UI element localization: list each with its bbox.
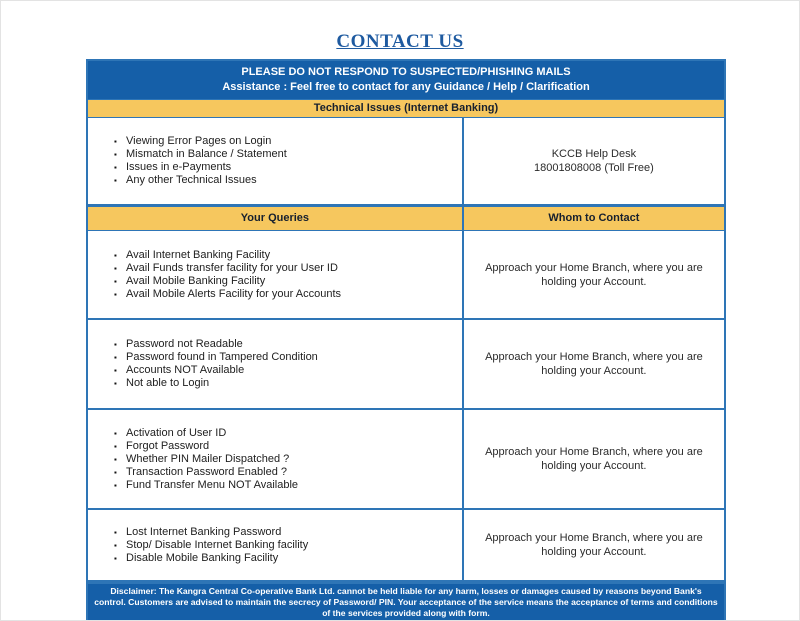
technical-issues-list-cell — [88, 118, 464, 204]
list-item — [114, 174, 287, 187]
contact-advice-text: Approach your Home Branch, where you are holding your Account. — [485, 351, 703, 377]
query-list — [88, 249, 347, 301]
bullet-square-icon: ▪ — [114, 137, 117, 146]
list-item-label: Avail Mobile Banking Facility — [126, 274, 266, 287]
banner-line-1: PLEASE DO NOT RESPOND TO SUSPECTED/PHISHING MAILS — [241, 66, 571, 78]
query-list-cell — [88, 510, 464, 580]
list-item — [114, 453, 298, 466]
list-item-label: Forgot Password — [126, 439, 210, 452]
technical-issues-list — [88, 135, 293, 187]
query-list — [88, 338, 324, 390]
list-item — [114, 479, 298, 492]
contact-table — [86, 59, 726, 621]
list-item — [114, 262, 341, 275]
bullet-square-icon: ▪ — [114, 441, 117, 451]
list-item — [114, 148, 287, 161]
bullet-square-icon: ▪ — [114, 276, 117, 286]
list-item — [114, 539, 308, 552]
bullet-square-icon: ▪ — [114, 353, 117, 362]
list-item — [114, 364, 318, 377]
list-item — [114, 275, 341, 288]
list-item-label: Not able to Login — [126, 377, 210, 389]
list-item-label: Avail Mobile Alerts Facility for your Accounts — [126, 287, 341, 300]
list-item-label: Avail Internet Banking Facility — [126, 248, 271, 261]
list-item — [114, 427, 298, 440]
bullet-square-icon: ▪ — [114, 340, 117, 349]
list-item-label: Disable Mobile Banking Facility — [126, 551, 279, 564]
page-title: CONTACT US — [336, 31, 464, 52]
query-list — [88, 526, 314, 565]
bullet-square-icon: ▪ — [114, 250, 117, 260]
list-item-label: Viewing Error Pages on Login — [126, 135, 272, 147]
query-list — [88, 427, 304, 492]
list-item-label: Any other Technical Issues — [126, 174, 257, 186]
list-item-label: Issues in e-Payments — [126, 161, 232, 173]
list-item-label: Mismatch in Balance / Statement — [126, 148, 287, 160]
list-item-label: Transaction Password Enabled ? — [126, 465, 288, 478]
list-item — [114, 351, 318, 364]
list-item-label: Activation of User ID — [126, 426, 227, 439]
bullet-square-icon: ▪ — [114, 379, 117, 388]
query-list-cell — [88, 231, 464, 318]
list-item — [114, 377, 318, 390]
bullet-square-icon: ▪ — [114, 527, 117, 537]
list-item-label: Avail Funds transfer facility for your User ID — [126, 261, 338, 274]
contact-advice-cell — [464, 320, 724, 408]
query-row-activation-issues — [88, 410, 724, 510]
contact-advice-cell — [464, 510, 724, 580]
list-item — [114, 338, 318, 351]
query-list-cell — [88, 320, 464, 408]
bullet-square-icon: ▪ — [114, 176, 117, 185]
query-row-avail-facilities — [88, 231, 724, 320]
query-row-password-issues — [88, 320, 724, 410]
list-item — [114, 466, 298, 479]
list-item-label: Fund Transfer Menu NOT Available — [126, 478, 299, 491]
phishing-warning-banner — [88, 61, 724, 99]
bullet-square-icon: ▪ — [114, 540, 117, 550]
list-item — [114, 526, 308, 539]
query-list-cell — [88, 410, 464, 508]
list-item-label: Password not Readable — [126, 338, 243, 350]
bullet-square-icon: ▪ — [114, 467, 117, 477]
help-desk-name: KCCB Help Desk — [551, 148, 637, 160]
list-item — [114, 161, 287, 174]
bullet-square-icon: ▪ — [114, 480, 117, 490]
list-item-label: Password found in Tampered Condition — [126, 351, 318, 363]
help-desk-cell — [464, 118, 724, 204]
bullet-square-icon: ▪ — [114, 263, 117, 273]
list-item-label: Stop/ Disable Internet Banking facility — [126, 538, 309, 551]
list-item-label: Lost Internet Banking Password — [126, 525, 282, 538]
list-item — [114, 288, 341, 301]
whom-to-contact-header: Whom to Contact — [548, 212, 640, 224]
contact-advice-text: Approach your Home Branch, where you are holding your Account. — [485, 532, 703, 558]
contact-advice-text: Approach your Home Branch, where you are holding your Account. — [485, 261, 703, 288]
your-queries-header: Your Queries — [88, 207, 464, 230]
list-item — [114, 552, 308, 565]
contact-advice-cell — [464, 410, 724, 508]
help-desk-phone: 18001808008 (Toll Free) — [533, 162, 654, 174]
contact-advice-cell — [464, 231, 724, 318]
disclaimer-bar: Disclaimer: The Kangra Central Co-operative Bank Ltd. cannot be held liable for any harm, losses or damages caused by reasons beyond Bank's control. Customers are advised to maintain the secrecy of Password/ PIN. Your acceptance of the service means the acceptance of terms and conditions of the services provided along with form. — [88, 582, 724, 621]
query-row-disable-services — [88, 510, 724, 582]
list-item-label: Accounts NOT Available — [126, 364, 245, 376]
bullet-square-icon: ▪ — [114, 163, 117, 172]
list-item — [114, 249, 341, 262]
list-item — [114, 440, 298, 453]
bullet-square-icon: ▪ — [114, 366, 117, 375]
bullet-square-icon: ▪ — [114, 428, 117, 438]
list-item — [114, 135, 287, 148]
list-item-label: Whether PIN Mailer Dispatched ? — [126, 452, 290, 465]
technical-issues-row — [88, 118, 724, 206]
banner-line-2: Assistance : Feel free to contact for any Guidance / Help / Clarification — [222, 80, 590, 93]
bullet-square-icon: ▪ — [114, 150, 117, 159]
bullet-square-icon: ▪ — [114, 454, 117, 464]
technical-issues-header: Technical Issues (Internet Banking) — [88, 99, 724, 118]
contact-advice-text: Approach your Home Branch, where you are holding your Account. — [485, 446, 703, 472]
bullet-square-icon: ▪ — [114, 553, 117, 563]
bullet-square-icon: ▪ — [114, 289, 117, 299]
queries-header-row — [88, 206, 724, 231]
